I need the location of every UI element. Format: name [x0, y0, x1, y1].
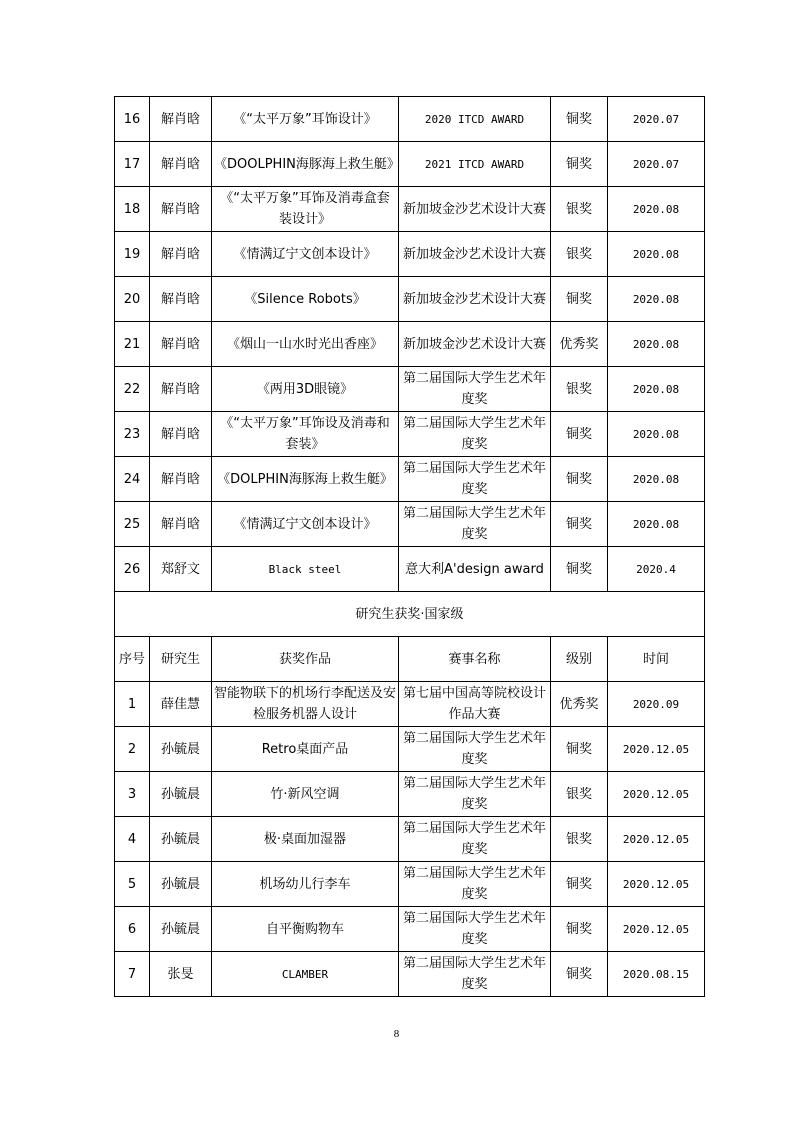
cell-no: 22 — [115, 367, 150, 412]
cell-date: 2020.12.05 — [608, 727, 705, 772]
cell-event: 第二届国际大学生艺术年度奖 — [399, 457, 551, 502]
cell-event: 第二届国际大学生艺术年度奖 — [399, 817, 551, 862]
awards-table — [114, 96, 705, 997]
award-rows-grad — [115, 682, 705, 997]
table-row — [115, 412, 705, 457]
cell-no: 26 — [115, 547, 150, 592]
cell-level: 银奖 — [551, 817, 608, 862]
cell-level: 铜奖 — [551, 457, 608, 502]
cell-name: 解肖晗 — [150, 457, 212, 502]
cell-level: 铜奖 — [551, 547, 608, 592]
cell-work: 机场幼儿行李车 — [212, 862, 399, 907]
cell-name: 郑舒文 — [150, 547, 212, 592]
cell-name: 解肖晗 — [150, 367, 212, 412]
cell-work: 极·桌面加湿器 — [212, 817, 399, 862]
cell-level: 铜奖 — [551, 502, 608, 547]
cell-no: 16 — [115, 97, 150, 142]
table-row — [115, 457, 705, 502]
header-level: 级别 — [551, 637, 608, 682]
cell-event: 新加坡金沙艺术设计大赛 — [399, 322, 551, 367]
cell-work: 自平衡购物车 — [212, 907, 399, 952]
header-event: 赛事名称 — [399, 637, 551, 682]
cell-level: 银奖 — [551, 367, 608, 412]
cell-event: 第二届国际大学生艺术年度奖 — [399, 727, 551, 772]
cell-level: 铜奖 — [551, 952, 608, 997]
cell-name: 解肖晗 — [150, 322, 212, 367]
cell-event: 第二届国际大学生艺术年度奖 — [399, 502, 551, 547]
cell-name: 薛佳慧 — [150, 682, 212, 727]
cell-no: 6 — [115, 907, 150, 952]
cell-work: 《“太平万象”耳饰及消毒盒套装设计》 — [212, 187, 399, 232]
cell-level: 铜奖 — [551, 142, 608, 187]
cell-date: 2020.08.15 — [608, 952, 705, 997]
header-work: 获奖作品 — [212, 637, 399, 682]
cell-event: 意大利A'design award — [399, 547, 551, 592]
header-no: 序号 — [115, 637, 150, 682]
cell-work: Retro桌面产品 — [212, 727, 399, 772]
cell-no: 1 — [115, 682, 150, 727]
cell-level: 铜奖 — [551, 97, 608, 142]
cell-work: 《情满辽宁文创本设计》 — [212, 502, 399, 547]
table-header-row — [115, 637, 705, 682]
cell-no: 17 — [115, 142, 150, 187]
cell-date: 2020.08 — [608, 502, 705, 547]
cell-date: 2020.09 — [608, 682, 705, 727]
cell-date: 2020.08 — [608, 232, 705, 277]
award-rows-undergrad — [115, 97, 705, 592]
cell-no: 24 — [115, 457, 150, 502]
cell-work: 《两用3D眼镜》 — [212, 367, 399, 412]
table-row — [115, 187, 705, 232]
cell-no: 23 — [115, 412, 150, 457]
cell-event: 新加坡金沙艺术设计大赛 — [399, 232, 551, 277]
cell-event: 第二届国际大学生艺术年度奖 — [399, 952, 551, 997]
table-row — [115, 142, 705, 187]
cell-work: 《情满辽宁文创本设计》 — [212, 232, 399, 277]
cell-date: 2020.08 — [608, 277, 705, 322]
cell-no: 20 — [115, 277, 150, 322]
cell-event: 新加坡金沙艺术设计大赛 — [399, 187, 551, 232]
cell-work: 《DOOLPHIN海豚海上救生艇》 — [212, 142, 399, 187]
table-row — [115, 97, 705, 142]
cell-name: 孙毓晨 — [150, 862, 212, 907]
section-title: 研究生获奖·国家级 — [115, 592, 705, 637]
cell-name: 解肖晗 — [150, 97, 212, 142]
cell-date: 2020.08 — [608, 457, 705, 502]
table-row — [115, 772, 705, 817]
table-row — [115, 817, 705, 862]
table-row — [115, 862, 705, 907]
table-row — [115, 547, 705, 592]
cell-level: 铜奖 — [551, 412, 608, 457]
table-row — [115, 682, 705, 727]
cell-no: 3 — [115, 772, 150, 817]
cell-no: 21 — [115, 322, 150, 367]
cell-name: 解肖晗 — [150, 502, 212, 547]
cell-no: 2 — [115, 727, 150, 772]
table-row — [115, 952, 705, 997]
cell-date: 2020.12.05 — [608, 907, 705, 952]
header-date: 时间 — [608, 637, 705, 682]
cell-level: 铜奖 — [551, 277, 608, 322]
table-row — [115, 502, 705, 547]
cell-name: 解肖晗 — [150, 187, 212, 232]
cell-event: 第二届国际大学生艺术年度奖 — [399, 772, 551, 817]
cell-level: 优秀奖 — [551, 682, 608, 727]
cell-date: 2020.08 — [608, 187, 705, 232]
cell-event: 新加坡金沙艺术设计大赛 — [399, 277, 551, 322]
cell-date: 2020.08 — [608, 412, 705, 457]
cell-work: 《“太平万象”耳饰设计》 — [212, 97, 399, 142]
cell-date: 2020.12.05 — [608, 817, 705, 862]
cell-name: 解肖晗 — [150, 142, 212, 187]
cell-event: 2021 ITCD AWARD — [399, 142, 551, 187]
cell-event: 第七届中国高等院校设计作品大赛 — [399, 682, 551, 727]
cell-name: 孙毓晨 — [150, 907, 212, 952]
cell-date: 2020.12.05 — [608, 772, 705, 817]
cell-no: 7 — [115, 952, 150, 997]
cell-name: 孙毓晨 — [150, 772, 212, 817]
cell-work: CLAMBER — [212, 952, 399, 997]
cell-name: 孙毓晨 — [150, 727, 212, 772]
cell-event: 第二届国际大学生艺术年度奖 — [399, 907, 551, 952]
cell-date: 2020.07 — [608, 142, 705, 187]
cell-name: 张旻 — [150, 952, 212, 997]
cell-no: 19 — [115, 232, 150, 277]
table-row — [115, 322, 705, 367]
table-row — [115, 232, 705, 277]
cell-no: 4 — [115, 817, 150, 862]
cell-date: 2020.07 — [608, 97, 705, 142]
cell-name: 孙毓晨 — [150, 817, 212, 862]
cell-name: 解肖晗 — [150, 412, 212, 457]
cell-level: 铜奖 — [551, 907, 608, 952]
cell-event: 2020 ITCD AWARD — [399, 97, 551, 142]
cell-level: 银奖 — [551, 232, 608, 277]
cell-date: 2020.08 — [608, 367, 705, 412]
cell-work: 《烟山一山水时光出香座》 — [212, 322, 399, 367]
header-name: 研究生 — [150, 637, 212, 682]
cell-event: 第二届国际大学生艺术年度奖 — [399, 367, 551, 412]
cell-level: 银奖 — [551, 772, 608, 817]
cell-level: 铜奖 — [551, 727, 608, 772]
cell-work: 智能物联下的机场行李配送及安检服务机器人设计 — [212, 682, 399, 727]
cell-event: 第二届国际大学生艺术年度奖 — [399, 862, 551, 907]
cell-work: 《“太平万象”耳饰设及消毒和套装》 — [212, 412, 399, 457]
table-row — [115, 727, 705, 772]
cell-no: 5 — [115, 862, 150, 907]
cell-work: 竹·新风空调 — [212, 772, 399, 817]
table-row — [115, 907, 705, 952]
table-row — [115, 277, 705, 322]
cell-name: 解肖晗 — [150, 277, 212, 322]
cell-date: 2020.12.05 — [608, 862, 705, 907]
cell-name: 解肖晗 — [150, 232, 212, 277]
table-row — [115, 367, 705, 412]
cell-work: Black steel — [212, 547, 399, 592]
cell-work: 《DOLPHIN海豚海上救生艇》 — [212, 457, 399, 502]
cell-level: 优秀奖 — [551, 322, 608, 367]
cell-level: 铜奖 — [551, 862, 608, 907]
cell-level: 银奖 — [551, 187, 608, 232]
cell-date: 2020.08 — [608, 322, 705, 367]
cell-work: 《Silence Robots》 — [212, 277, 399, 322]
cell-date: 2020.4 — [608, 547, 705, 592]
page-number: 8 — [393, 1028, 400, 1040]
section-header-row — [115, 592, 705, 637]
cell-no: 18 — [115, 187, 150, 232]
cell-event: 第二届国际大学生艺术年度奖 — [399, 412, 551, 457]
cell-no: 25 — [115, 502, 150, 547]
